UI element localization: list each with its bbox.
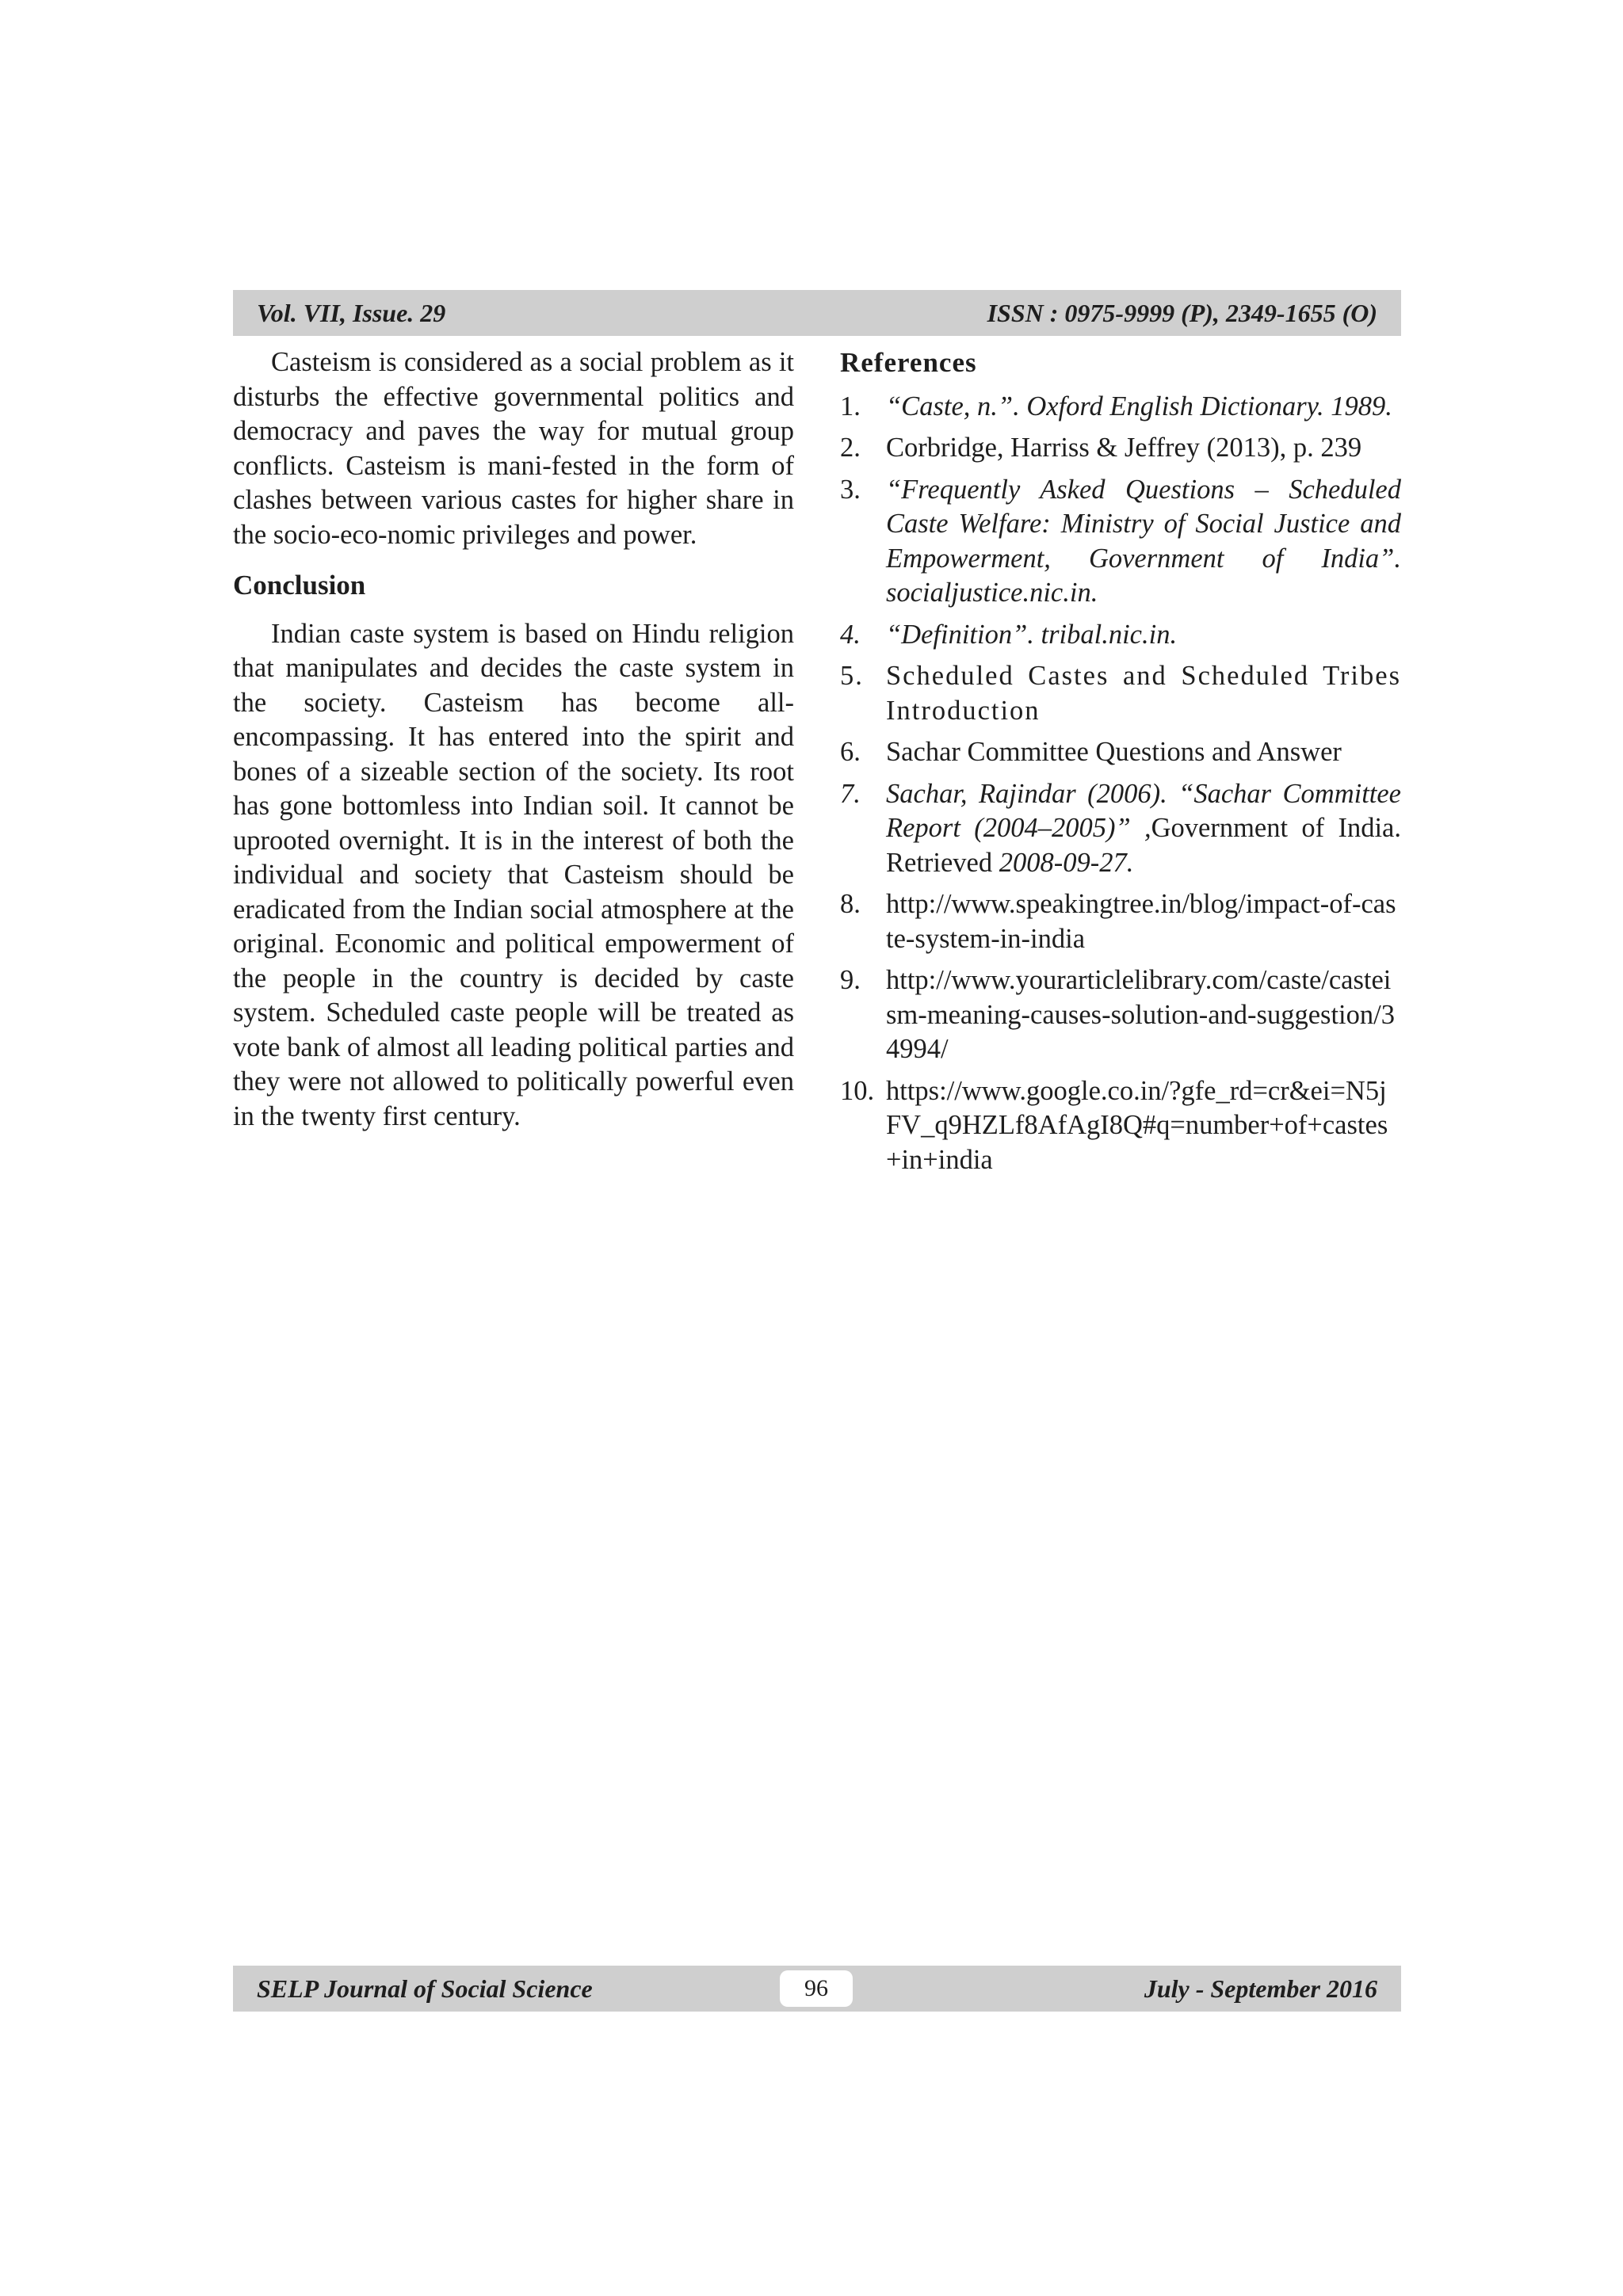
reference-number: 3. bbox=[840, 474, 861, 505]
reference-number: 1. bbox=[840, 391, 861, 421]
reference-item-10 bbox=[840, 1074, 1401, 1178]
reference-number: 7. bbox=[840, 778, 861, 809]
reference-text bbox=[886, 777, 1401, 881]
reference-item-1 bbox=[840, 390, 1401, 425]
reference-item-5 bbox=[840, 659, 1401, 728]
reference-item-4 bbox=[840, 618, 1401, 653]
reference-text: “Definition”. tribal.nic.in. bbox=[886, 619, 1178, 650]
reference-item-3 bbox=[840, 473, 1401, 611]
page-number: 96 bbox=[780, 1970, 853, 2007]
references-heading: References bbox=[840, 347, 977, 378]
volume-issue: Vol. VII, Issue. 29 bbox=[257, 298, 446, 327]
intro-paragraph: Casteism is considered as a social problem as it disturbs the effective governmental politics and democracy and paves the way for mutual group conflicts. Casteism is mani-fested in the form of clashes between various castes for higher share in the socio-eco-nomic privileges and power. bbox=[233, 347, 794, 550]
reference-list bbox=[840, 390, 1401, 1178]
reference-text-italic-end: 2008-09-27. bbox=[999, 847, 1134, 878]
conclusion-paragraph: Indian caste system is based on Hindu religion that manipulates and decides the caste system in the society. Casteism has become all-encompassing. It has entered into the spirit and bones of a sizeable section of the society. Its root has gone bottomless into Indian soil. It cannot be uprooted overnight. It is in the interest of both the individual and society that Casteism should be eradicated from the Indian social atmosphere at the original. Economic and political empowerment of the people in the country is decided by caste system. Scheduled caste people will be treated as vote bank of almost all leading political parties and they were not allowed to politically powerful even in the twenty first century. bbox=[233, 618, 794, 1131]
reference-number: 6. bbox=[840, 737, 861, 767]
running-header bbox=[233, 290, 1401, 336]
reference-number: 2. bbox=[840, 433, 861, 463]
reference-item-6 bbox=[840, 735, 1401, 770]
reference-text: “Frequently Asked Questions – Scheduled Caste Welfare: Ministry of Social Justice and Empowerment, Government of India”. socialjustice.nic.in. bbox=[886, 474, 1401, 608]
reference-item-9 bbox=[840, 963, 1401, 1067]
reference-number: 8. bbox=[840, 889, 861, 919]
reference-link[interactable]: http://www.speakingtree.in/blog/impact-of-caste-system-in-india bbox=[886, 889, 1396, 954]
reference-item-8 bbox=[840, 887, 1401, 956]
reference-number: 5. bbox=[840, 661, 864, 691]
issn-label: ISSN : 0975-9999 (P), 2349-1655 (O) bbox=[987, 298, 1377, 327]
reference-link[interactable]: https://www.google.co.in/?gfe_rd=cr&ei=N5jFV_q9HZLf8AfAgI8Q#q=number+of+castes+in+india bbox=[886, 1075, 1388, 1175]
reference-text-plain: Government of India. Retrieved bbox=[886, 813, 1401, 878]
reference-text-italic: Sachar, Rajindar (2006). “Sachar Committee Report (2004–2005)” , bbox=[886, 778, 1401, 843]
reference-number: 10. bbox=[840, 1075, 875, 1106]
reference-item-2 bbox=[840, 431, 1401, 466]
reference-text: Sachar Committee Questions and Answer bbox=[886, 737, 1342, 767]
issue-date: July - September 2016 bbox=[1144, 1974, 1377, 2003]
reference-number: 9. bbox=[840, 965, 861, 995]
reference-text: “Caste, n.”. Oxford English Dictionary. 1989. bbox=[886, 391, 1392, 421]
reference-text: Scheduled Castes and Scheduled Tribes Introduction bbox=[886, 661, 1401, 726]
reference-text: Corbridge, Harriss & Jeffrey (2013), p. 239 bbox=[886, 433, 1362, 463]
conclusion-heading: Conclusion bbox=[233, 570, 366, 601]
journal-name: SELP Journal of Social Science bbox=[257, 1974, 593, 2003]
left-column bbox=[233, 345, 794, 1134]
reference-item-7 bbox=[840, 777, 1401, 881]
reference-number: 4. bbox=[840, 619, 861, 650]
reference-link[interactable]: http://www.yourarticlelibrary.com/caste/casteism-meaning-causes-solution-and-suggestion/34994/ bbox=[886, 965, 1395, 1064]
right-column bbox=[840, 345, 1401, 1184]
